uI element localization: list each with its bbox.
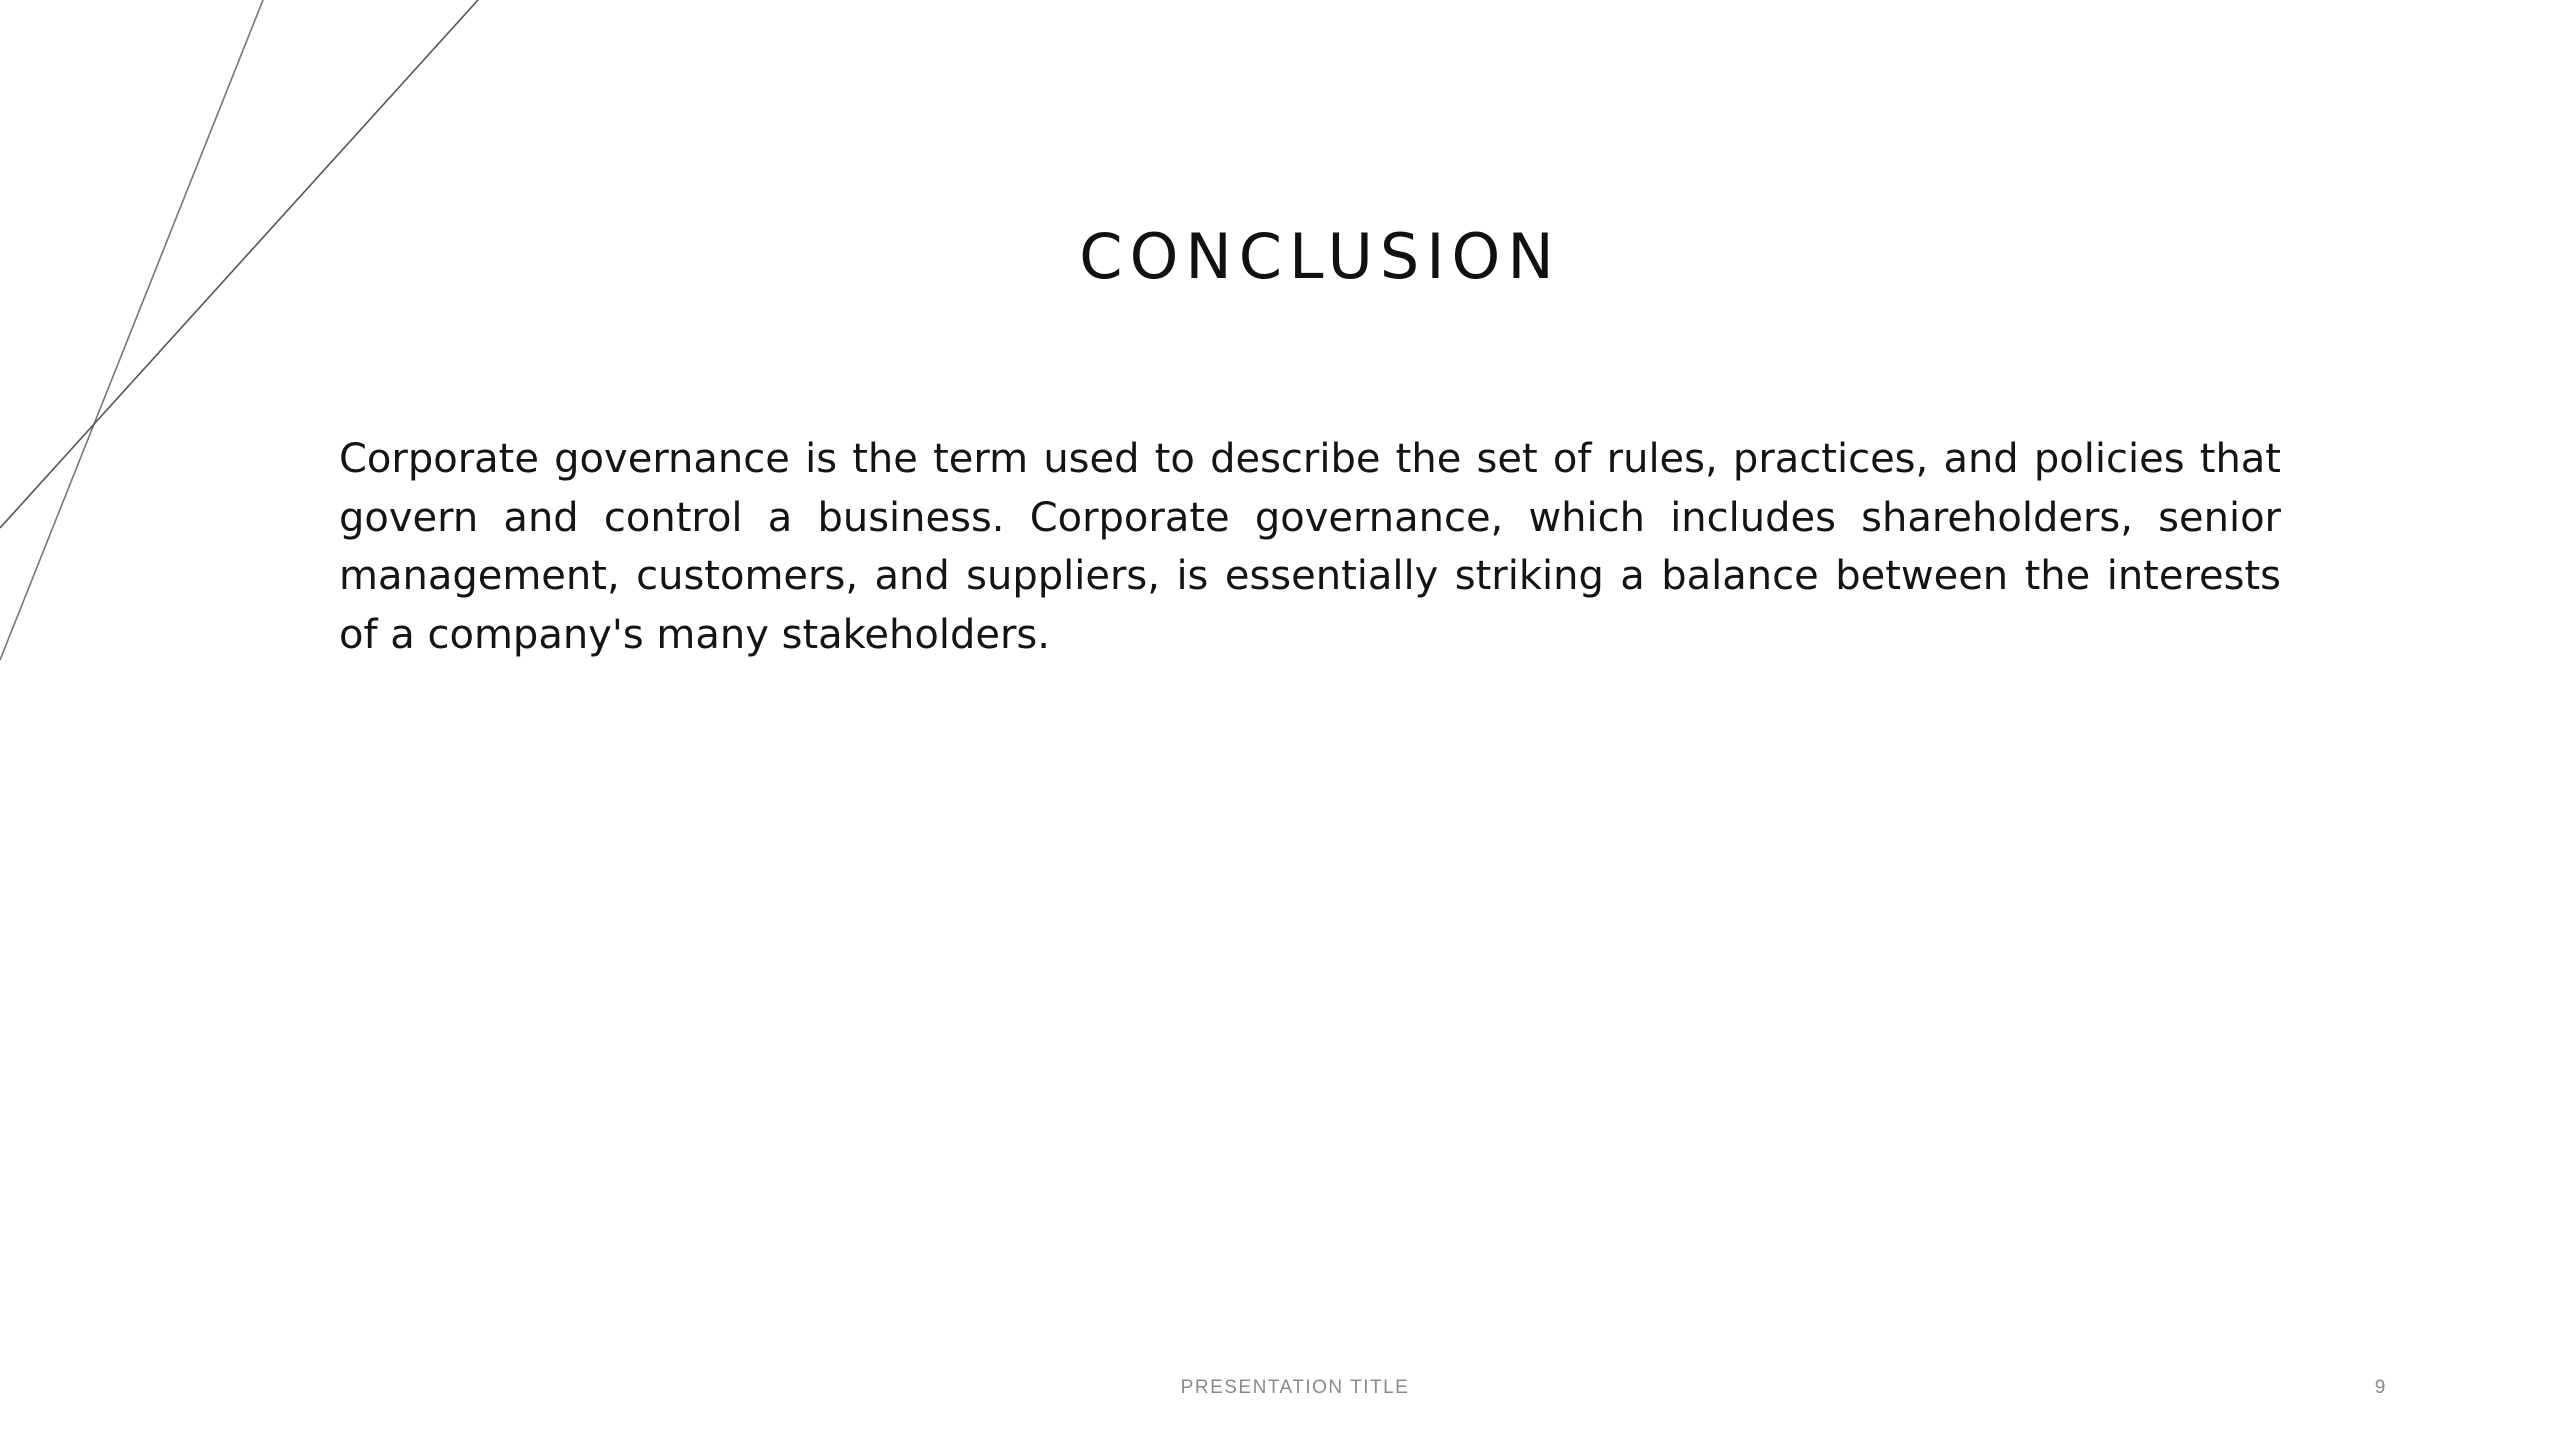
slide-title: CONCLUSION [1079, 220, 1561, 293]
page-number: 9 [2374, 1377, 2386, 1398]
decorative-line-steep [0, 0, 263, 660]
footer-presentation-title: PRESENTATION TITLE [1180, 1377, 1410, 1398]
slide-body-text: Corporate governance is the term used to describe the set of rules, practices, and policies that govern and control a business. Corporate governance, which includes shareholders, senior management, customers, and suppliers, is essentially striking a balance between the interests of a company's many stakeholders. [339, 436, 2281, 658]
